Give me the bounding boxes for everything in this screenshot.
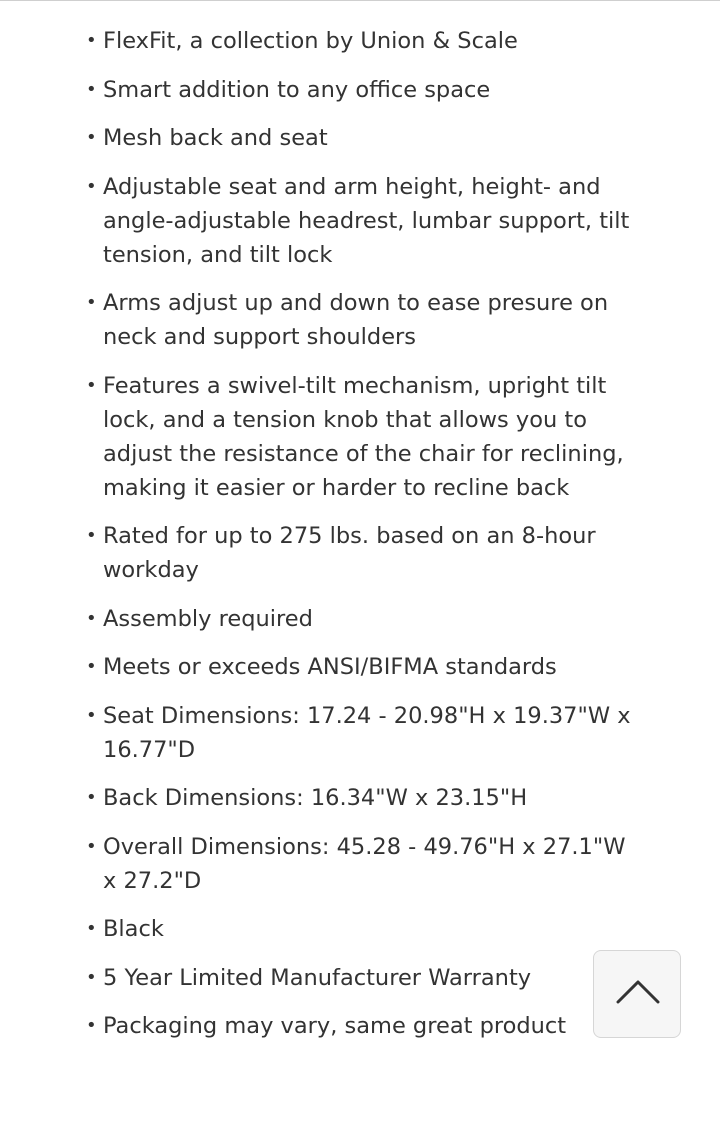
feature-text: Rated for up to 275 lbs. based on an 8-hour workday [103,523,596,583]
list-item [86,650,643,684]
feature-text: Back Dimensions: 16.34"W x 23.15"H [103,785,528,811]
feature-text: FlexFit, a collection by Union & Scale [103,28,518,54]
feature-text: Assembly required [103,605,313,632]
bullet-icon: • [86,918,97,939]
list-item [86,830,643,898]
feature-text: Meets or exceeds ANSI/BIFMA standards [103,654,557,680]
feature-text: Packaging may vary, same great product [103,1013,567,1039]
list-item [86,73,643,107]
list-item [86,170,643,272]
bullet-icon: • [86,292,97,313]
list-item [86,519,643,587]
feature-text: Features a swivel-tilt mechanism, upright tilt lock, and a tension knob that allows you to adjust the resistance of the chair for reclining, making it easier or harder to recline back [103,372,624,501]
list-item [86,121,643,155]
bullet-icon: • [86,1015,97,1036]
bullet-icon: • [86,607,97,629]
feature-text: Arms adjust up and down to ease presure on neck and support shoulders [103,290,609,350]
bullet-icon: • [86,175,97,197]
list-item [86,24,643,58]
list-item [86,286,643,354]
feature-text: Mesh back and seat [103,125,328,151]
feature-text: Adjustable seat and arm height, height- and angle-adjustable headrest, lumbar support, tilt tension, and tilt lock [103,173,630,268]
bullet-icon: • [86,656,97,677]
bullet-icon: • [86,787,97,808]
bullet-icon: • [86,30,97,51]
list-item [86,781,643,815]
bullet-icon: • [86,127,97,148]
list-item [86,369,643,505]
list-item [86,1009,643,1043]
bullet-icon: • [86,525,97,546]
bullet-icon: • [86,374,97,396]
list-item [86,961,643,995]
feature-text: 5 Year Limited Manufacturer Warranty [103,964,532,991]
bullet-icon: • [86,835,97,857]
product-features-list [86,24,643,1058]
bullet-icon: • [86,704,97,726]
bullet-icon: • [86,78,97,100]
list-item [86,602,643,636]
back-to-top-button[interactable] [593,950,681,1038]
chevron-up-icon [616,977,660,1005]
feature-text: Seat Dimensions: 17.24 - 20.98"H x 19.37"W x 16.77"D [103,702,631,763]
list-item [86,912,643,946]
top-divider [0,0,720,1]
feature-text: Overall Dimensions: 45.28 - 49.76"H x 27.1"W x 27.2"D [103,833,626,894]
feature-text: Black [103,916,164,942]
list-item [86,699,643,767]
feature-text: Smart addition to any office space [103,76,491,103]
bullet-icon: • [86,966,97,988]
